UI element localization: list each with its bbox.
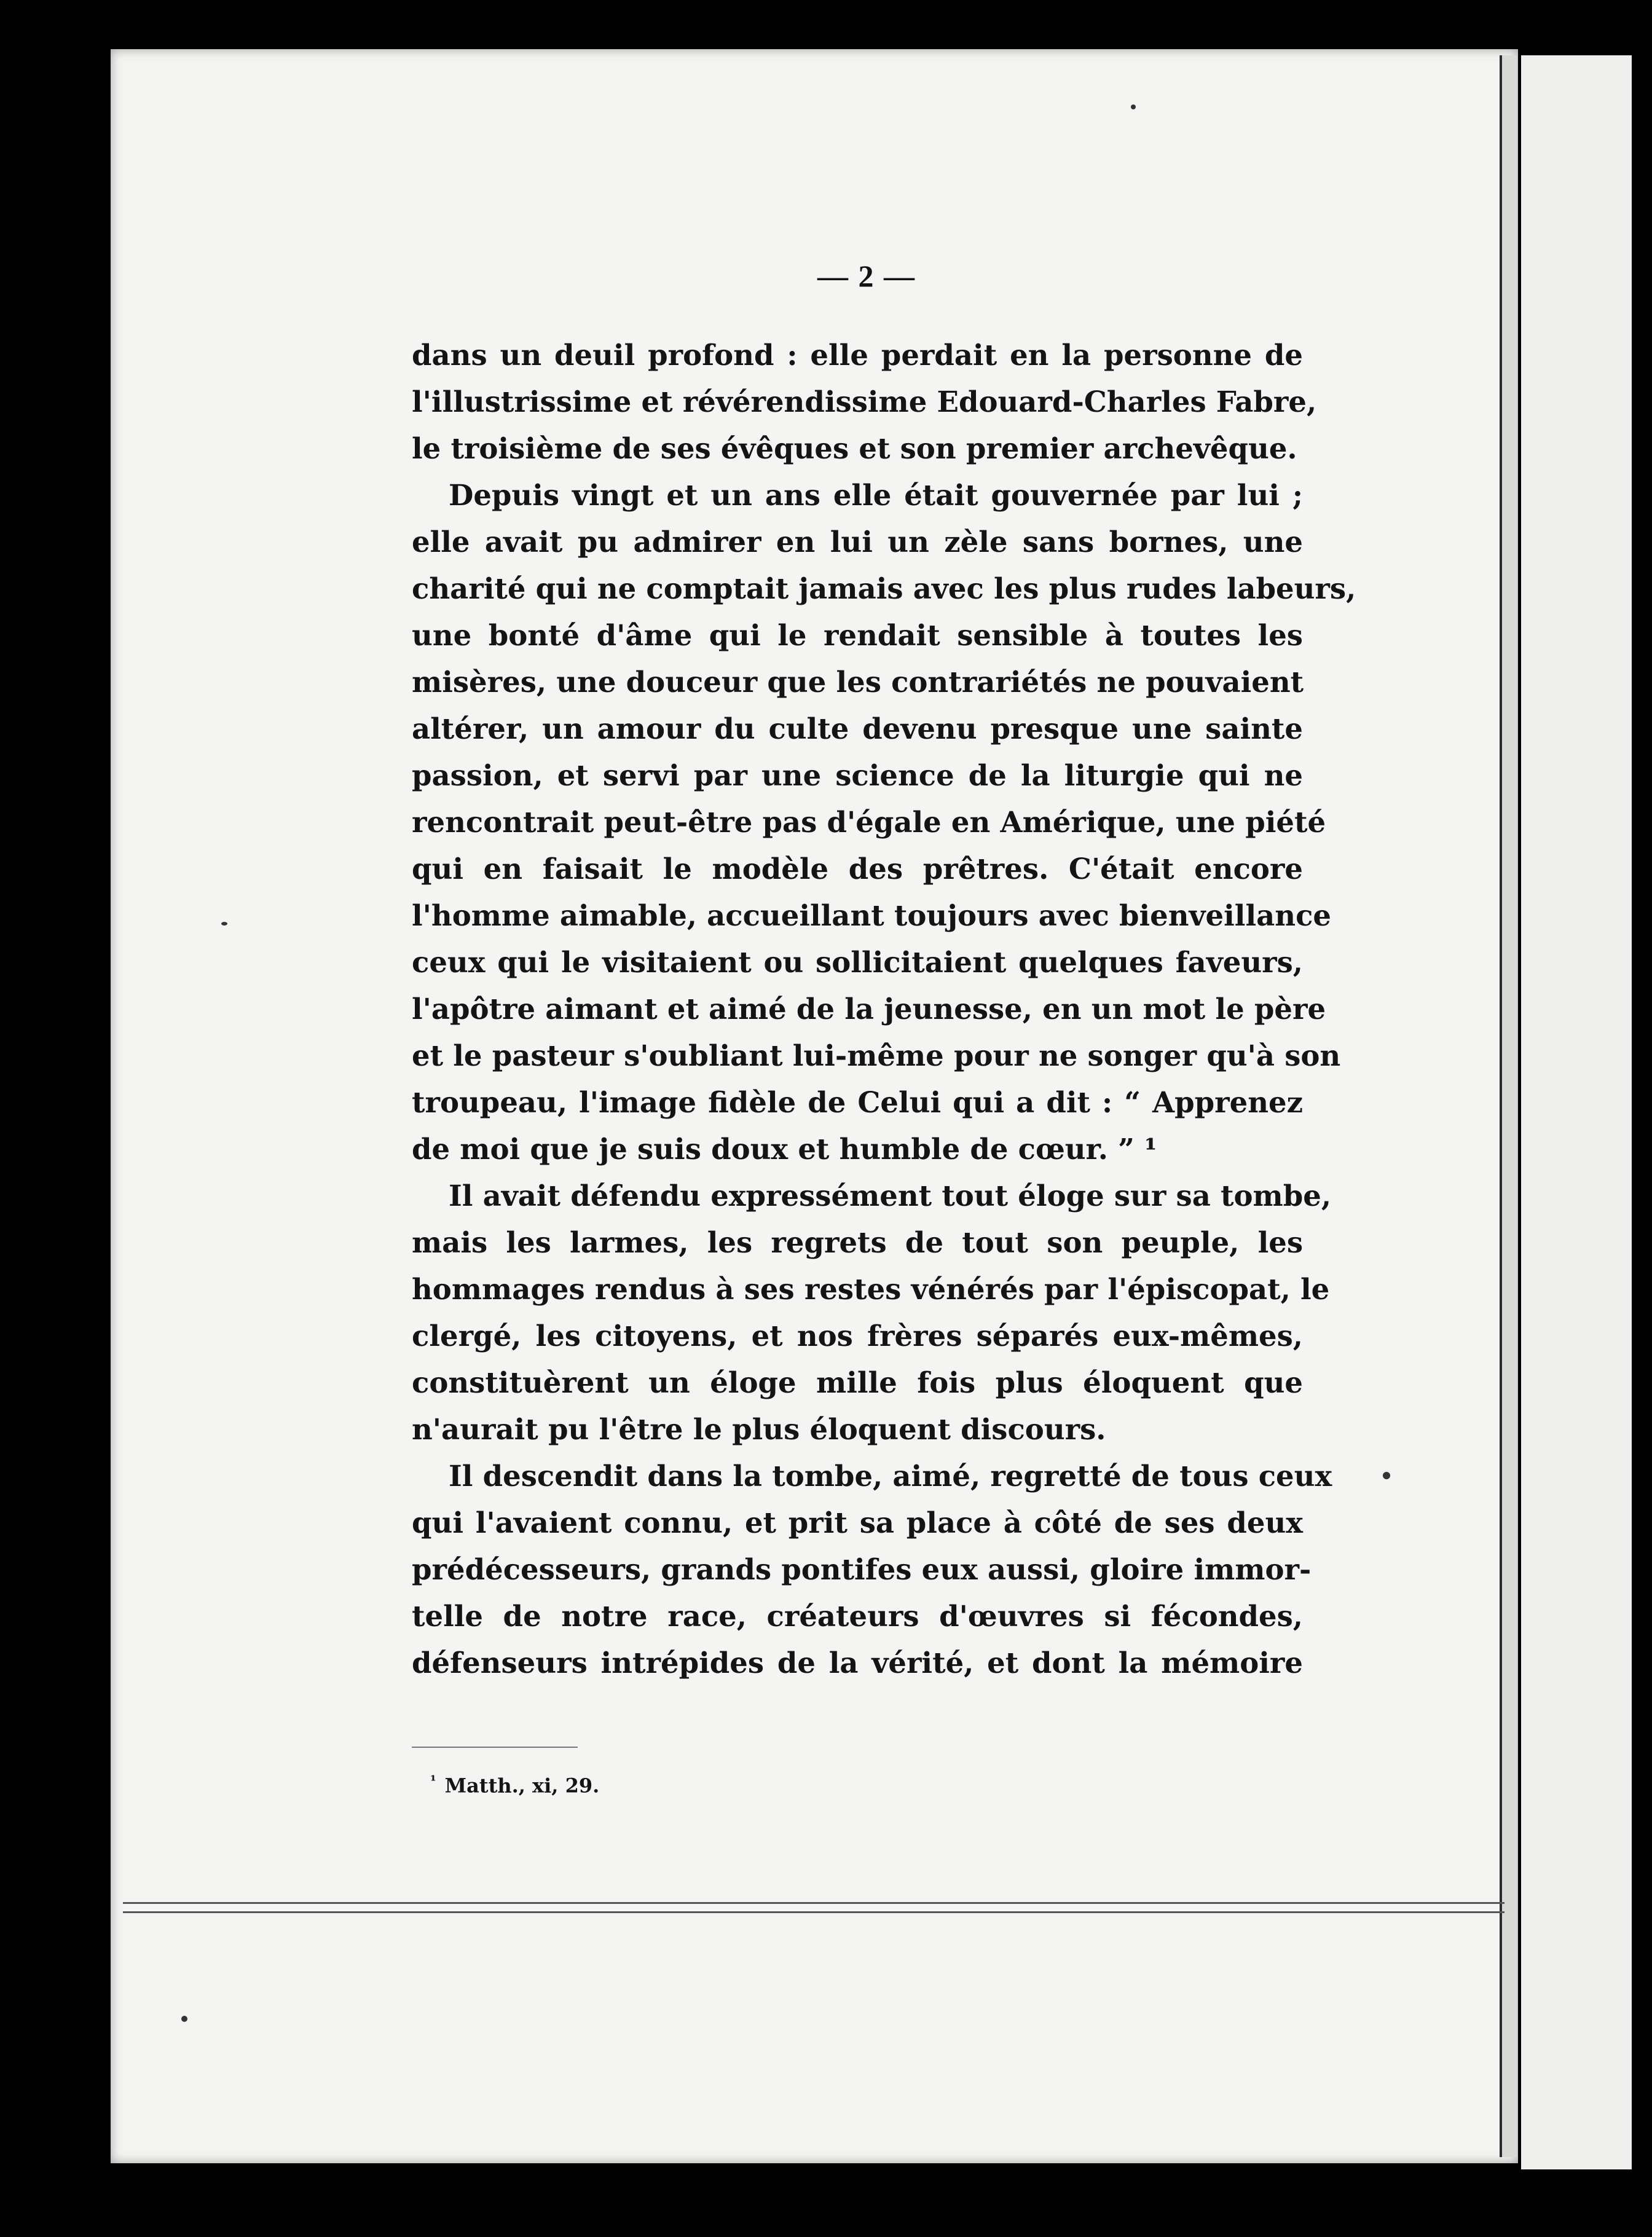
text-line: constituèrent un éloge mille fois plus éloquent que	[412, 1366, 1303, 1399]
scan-speck	[181, 2016, 187, 2022]
text-line: Il descendit dans la tombe, aimé, regretté de tous ceux	[449, 1459, 1332, 1493]
text-line: une bonté d'âme qui le rendait sensible à toutes les	[412, 618, 1303, 652]
page-number: — 2 —	[817, 259, 916, 293]
text-line: de moi que je suis doux et humble de cœur. ” ¹	[412, 1132, 1157, 1166]
text-line: n'aurait pu l'être le plus éloquent discours.	[412, 1412, 1106, 1446]
text-line: Depuis vingt et un ans elle était gouvernée par lui ;	[449, 478, 1303, 512]
body-text	[412, 332, 1356, 1686]
text-line: troupeau, l'image fidèle de Celui qui a dit : “ Apprenez	[412, 1085, 1303, 1119]
text-line: défenseurs intrépides de la vérité, et dont la mémoire	[412, 1646, 1303, 1680]
text-line: dans un deuil profond : elle perdait en la personne de	[412, 338, 1303, 372]
text-line: telle de notre race, créateurs d'œuvres si fécondes,	[412, 1599, 1303, 1633]
scan-speck	[221, 922, 227, 926]
bottom-border-line	[123, 1902, 1504, 1904]
text-line: l'homme aimable, accueillant toujours avec bienveillance	[412, 898, 1331, 932]
paragraph-2	[412, 472, 1356, 1173]
text-line: elle avait pu admirer en lui un zèle sans bornes, une	[412, 525, 1303, 559]
adjacent-page-strip	[1521, 55, 1632, 2169]
text-line: et le pasteur s'oubliant lui-même pour ne songer qu'à son	[412, 1039, 1341, 1072]
text-line: l'apôtre aimant et aimé de la jeunesse, en un mot le père	[412, 992, 1326, 1026]
text-line: qui l'avaient connu, et prit sa place à côté de ses deux	[412, 1506, 1303, 1539]
footnote	[430, 1773, 599, 1798]
text-line: Il avait défendu expressément tout éloge sur sa tombe,	[449, 1179, 1332, 1213]
text-line: misères, une douceur que les contrariétés ne pouvaient	[412, 665, 1304, 699]
text-line: passion, et servi par une science de la liturgie qui ne	[412, 758, 1303, 792]
text-line: hommages rendus à ses restes vénérés par l'épiscopat, le	[412, 1272, 1330, 1306]
scan-speck	[1131, 104, 1136, 109]
text-line: altérer, un amour du culte devenu presque une sainte	[412, 712, 1303, 745]
footnote-marker: ¹	[430, 1773, 436, 1789]
paragraph-4	[412, 1453, 1332, 1686]
page-fold-edge	[1500, 55, 1517, 2157]
paragraph-1	[412, 332, 1317, 472]
text-line: clergé, les citoyens, et nos frères séparés eux-mêmes,	[412, 1319, 1303, 1353]
footnote-text: Matth., xi, 29.	[444, 1774, 600, 1798]
text-line: qui en faisait le modèle des prêtres. C'était encore	[412, 852, 1303, 886]
text-line: l'illustrissime et révérendissime Edouard-Charles Fabre,	[412, 385, 1317, 419]
footnote-separator	[412, 1747, 578, 1748]
text-line: mais les larmes, les regrets de tout son peuple, les	[412, 1225, 1303, 1259]
text-line: ceux qui le visitaient ou sollicitaient quelques faveurs,	[412, 945, 1303, 979]
paragraph-3	[412, 1173, 1332, 1453]
bottom-border-line	[123, 1911, 1504, 1913]
text-line: le troisième de ses évêques et son premier archevêque.	[412, 431, 1297, 465]
text-line: prédécesseurs, grands pontifes eux aussi, gloire immor-	[412, 1552, 1312, 1586]
text-line: charité qui ne comptait jamais avec les plus rudes labeurs,	[412, 572, 1356, 605]
scan-speck	[1383, 1472, 1390, 1479]
text-line: rencontrait peut-être pas d'égale en Amérique, une piété	[412, 805, 1326, 839]
